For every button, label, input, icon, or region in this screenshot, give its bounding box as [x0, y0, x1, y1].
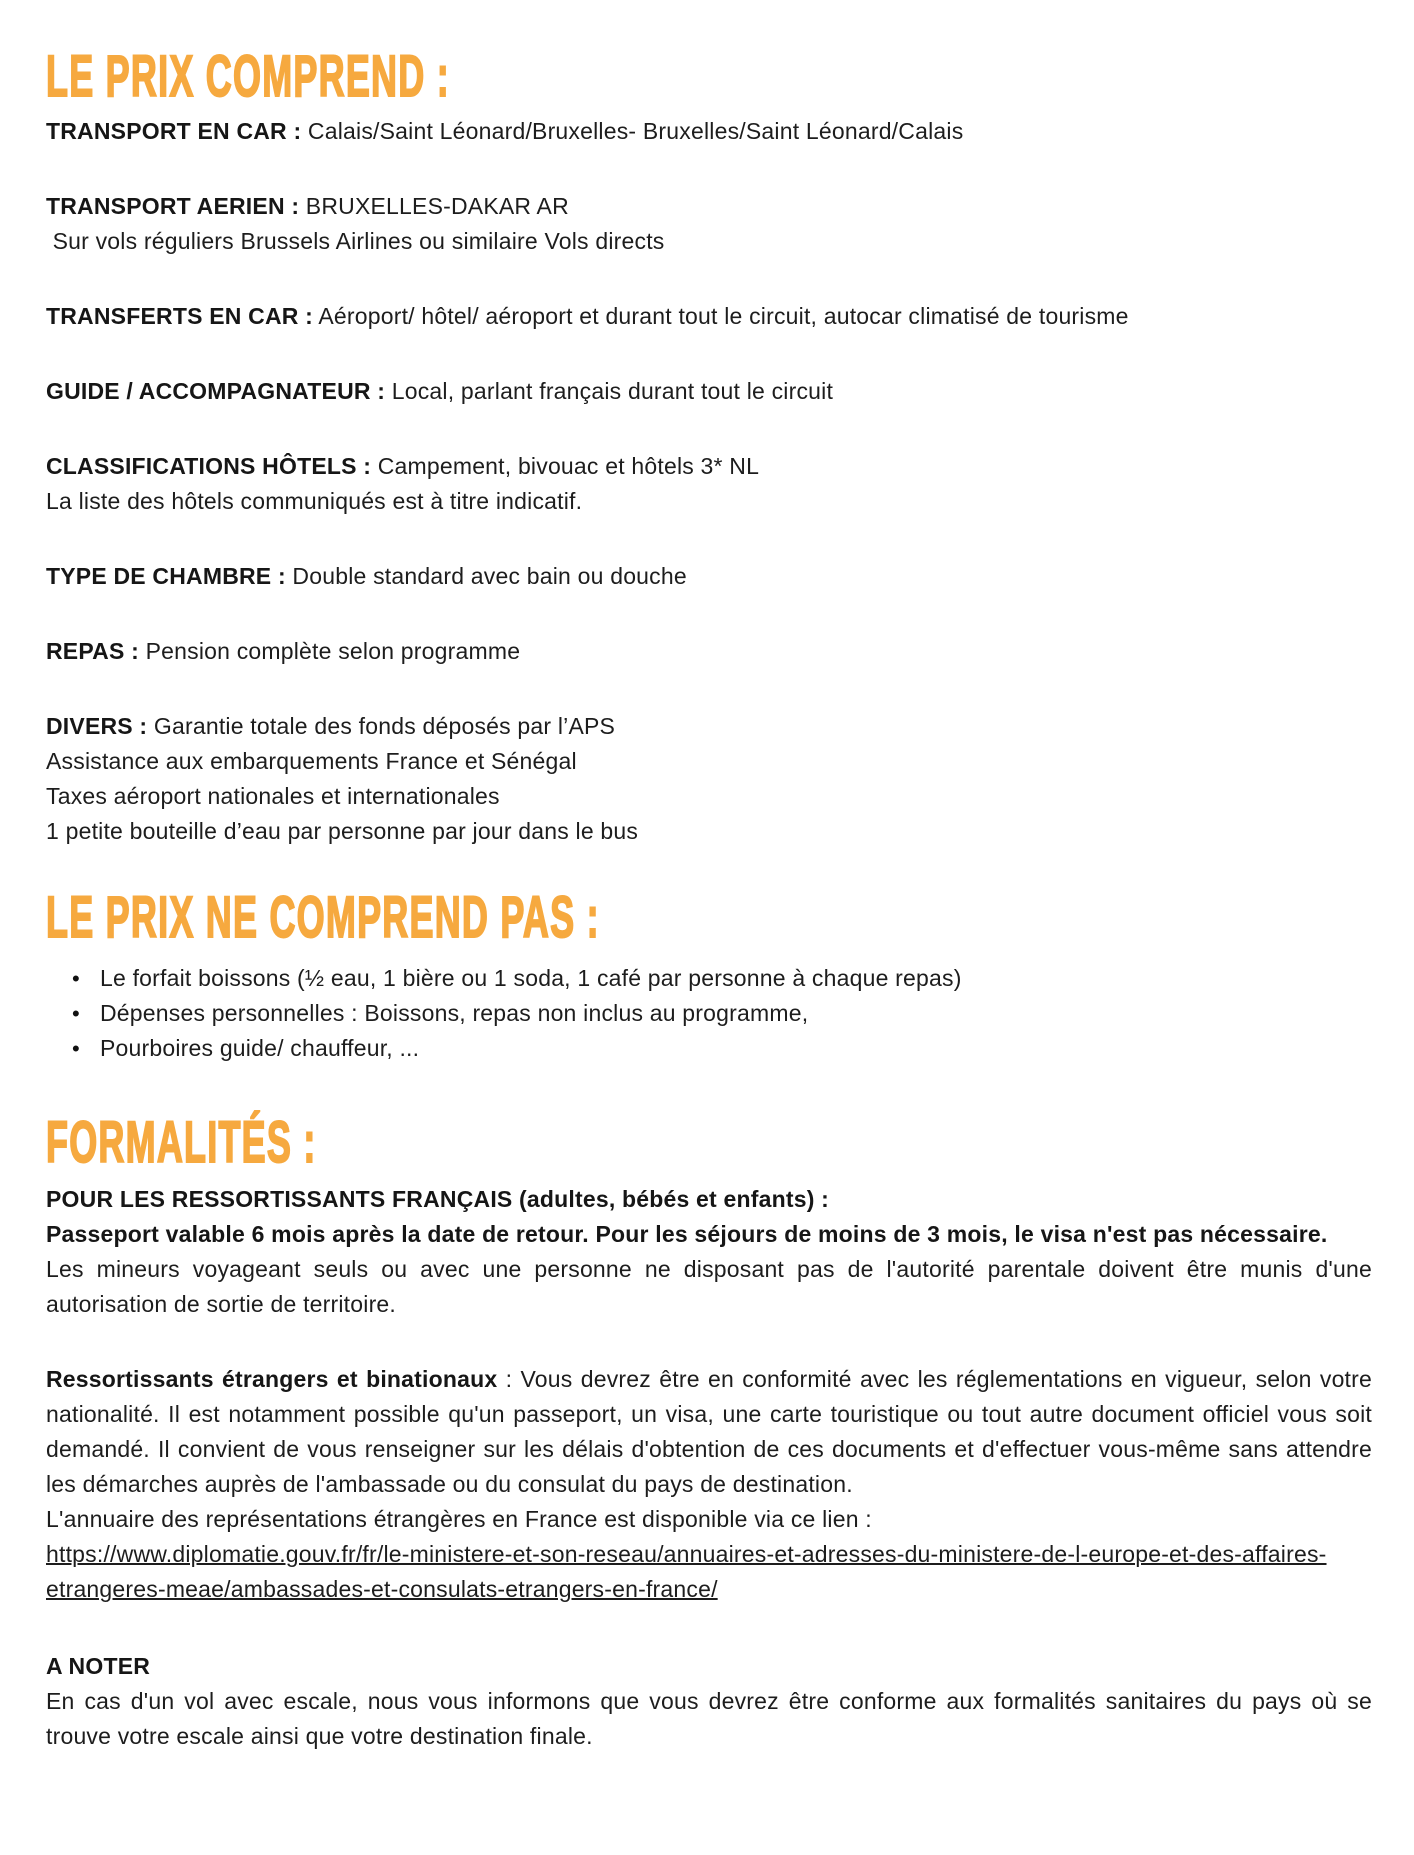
price-item-divers-line3: Taxes aéroport nationales et internationales [46, 783, 500, 809]
price-item-repas [46, 634, 1372, 669]
price-item-classifications-line2: La liste des hôtels communiqués est à titre indicatif. [46, 488, 583, 514]
price-item-guide-label: GUIDE / ACCOMPAGNATEUR : [46, 378, 386, 404]
formalities-french-passport: Passeport valable 6 mois après la date de retour. Pour les séjours de moins de 3 mois, le visa n'est pas nécessaire. [46, 1221, 1328, 1247]
price-item-divers [46, 709, 1372, 849]
formalities-french-minors: Les mineurs voyageant seuls ou avec une personne ne disposant pas de l'autorité parentale doivent être munis d'une autorisation de sortie de territoire. [46, 1256, 1372, 1317]
price-item-chambre-label: TYPE DE CHAMBRE : [46, 563, 286, 589]
formalities-note-title: A NOTER [46, 1653, 151, 1679]
price-item-transport-car-text: Calais/Saint Léonard/Bruxelles- Bruxelles/Saint Léonard/Calais [307, 118, 964, 144]
formalities-foreign-paragraph [46, 1362, 1372, 1607]
price-item-divers-line4: 1 petite bouteille d’eau par personne par jour dans le bus [46, 818, 639, 844]
price-item-transferts-text: Aéroport/ hôtel/ aéroport et durant tout le circuit, autocar climatisé de tourisme [318, 303, 1129, 329]
price-excludes-item-boissons: • Le forfait boissons (½ eau, 1 bière ou 1 soda, 1 café par personne à chaque repas) [46, 961, 1372, 996]
formalities-note-text: En cas d'un vol avec escale, nous vous informons que vous devrez être conforme aux formalités sanitaires du pays où se trouve votre escale ainsi que votre destination finale. [46, 1688, 1372, 1749]
formalities-foreign-label: Ressortissants étrangers et binationaux [46, 1366, 498, 1392]
price-item-divers-text: Garantie totale des fonds déposés par l’APS [153, 713, 616, 739]
price-item-transport-aerien-text: BRUXELLES-DAKAR AR [305, 193, 569, 219]
price-item-transport-aerien-line2: Sur vols réguliers Brussels Airlines ou similaire Vols directs [46, 228, 665, 254]
heading-price-includes-text: LE PRIX COMPREND : [46, 44, 450, 109]
price-item-divers-line2: Assistance aux embarquements France et Sénégal [46, 748, 577, 774]
diplomatie-gouv-link[interactable]: https://www.diplomatie.gouv.fr/fr/le-ministere-et-son-reseau/annuaires-et-adresses-du-ministere-de-l-europe-et-des-affaires-etrangeres-meae/ambassades-et-consulats-etrangers-en-france/ [46, 1541, 1327, 1602]
price-item-transport-aerien-label: TRANSPORT AERIEN : [46, 193, 300, 219]
heading-price-excludes [46, 885, 1372, 950]
price-item-repas-text: Pension complète selon programme [145, 638, 521, 664]
heading-price-includes [46, 44, 1372, 109]
price-item-divers-label: DIVERS : [46, 713, 148, 739]
heading-price-excludes-text: LE PRIX NE COMPREND PAS : [46, 885, 600, 950]
price-item-chambre [46, 559, 1372, 594]
price-excludes-item-pourboires: • Pourboires guide/ chauffeur, ... [46, 1031, 1372, 1066]
price-item-classifications-text: Campement, bivouac et hôtels 3* NL [377, 453, 760, 479]
formalities-foreign-text: : Vous devrez être en conformité avec les réglementations en vigueur, selon votre nationalité. Il est notamment possible qu'un passeport, un visa, une carte touristique ou tout autre document officiel vous soit demandé. Il convient de vous renseigner sur les délais d'obtention de ces documents et d'effectuer vous-même sans attendre les démarches auprès de l'ambassade ou du consulat du pays de destination. [46, 1366, 1372, 1497]
price-item-guide-text: Local, parlant français durant tout le circuit [391, 378, 834, 404]
price-item-classifications [46, 449, 1372, 519]
price-item-transport-car-label: TRANSPORT EN CAR : [46, 118, 302, 144]
price-item-transferts-label: TRANSFERTS EN CAR : [46, 303, 314, 329]
price-excludes-list [46, 961, 1372, 1066]
price-item-transport-aerien [46, 189, 1372, 259]
price-excludes-item-depenses: • Dépenses personnelles : Boissons, repas non inclus au programme, [46, 996, 1372, 1031]
heading-formalities [46, 1110, 1372, 1175]
price-item-transport-car [46, 114, 1372, 149]
price-item-transferts [46, 299, 1372, 334]
price-item-guide [46, 374, 1372, 409]
formalities-directory-text: L'annuaire des représentations étrangères en France est disponible via ce lien : [46, 1506, 872, 1532]
price-item-chambre-text: Double standard avec bain ou douche [292, 563, 687, 589]
formalities-french-title: POUR LES RESSORTISSANTS FRANÇAIS (adultes, bébés et enfants) : [46, 1186, 830, 1212]
heading-formalities-text: FORMALITÉS : [46, 1110, 317, 1175]
price-item-repas-label: REPAS : [46, 638, 139, 664]
price-item-classifications-label: CLASSIFICATIONS HÔTELS : [46, 453, 372, 479]
